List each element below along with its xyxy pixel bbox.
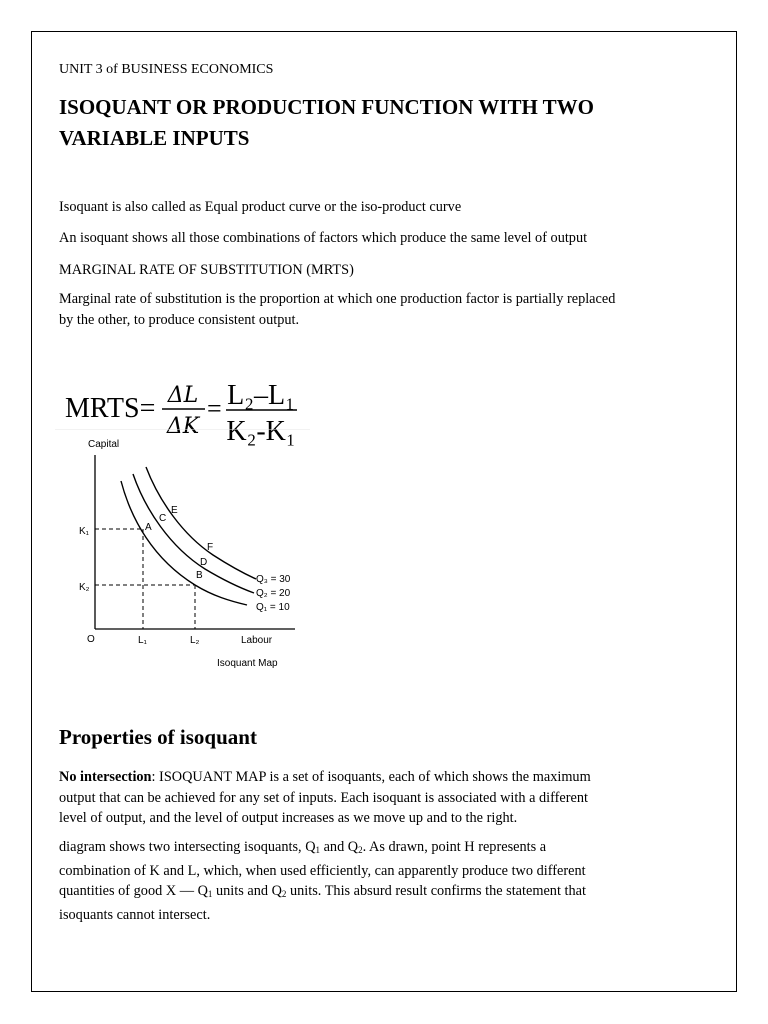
subscript: 1 [315,845,321,855]
no-intersection-line-1 [59,767,659,788]
properties-heading: Properties of isoquant [59,725,257,749]
title-line-2: VARIABLE INPUTS [59,126,250,150]
chart-xlabel: Labour [241,635,273,646]
paragraph-no-intersection [59,767,659,829]
point-f: F [207,542,214,553]
point-e: E [171,505,178,516]
point-c: C [159,513,167,524]
mrts-definition-line-1: Marginal rate of substitution is the proportion at which one production factor is partially replaced [59,291,616,307]
legend-q1: Q₁ = 10 [256,602,290,613]
intersecting-text-3b: units and Q [212,883,282,899]
paragraph-mrts-heading: MARGINAL RATE OF SUBSTITUTION (MRTS) [59,262,354,278]
paragraph-intersecting-isoquants [59,837,659,925]
formula-frac2-den: K₂-K₁ [226,416,296,446]
point-b: B [196,570,203,581]
y-tick-k2: K₂ [79,582,90,593]
paragraph-isoquant: An isoquant shows all those combinations of factors which produce the same level of output [59,230,588,246]
formula-frac2-num: L₂–L₁ [227,380,295,411]
intersecting-text-1b: and Q [320,839,359,855]
isoquant-q1 [121,481,247,605]
intersecting-line-1 [59,837,659,861]
intersecting-line-2: combination of K and L, which, when used efficiently, can apparently produce two different [59,862,586,879]
no-intersection-text: : ISOQUANT MAP is a set of isoquants, each of which shows the maximum [151,769,591,785]
no-intersection-line-2: output that can be achieved for any set of inputs. Each isoquant is associated with a different [59,789,588,806]
intersecting-text-3c: units. This absurd result confirms the statement that [286,883,586,899]
no-intersection-line-3: level of output, and the level of output increases as we move up and to the right. [59,810,518,826]
intersecting-line-4: isoquants cannot intersect. [59,906,211,923]
isoquant-map-chart [55,429,315,674]
legend-q3: Q₃ = 30 [256,574,291,585]
point-d: D [200,557,208,568]
mrts-definition-line-2: by the other, to produce consistent output. [59,311,300,328]
intersecting-line-3 [59,881,659,905]
paragraph-mrts-definition [59,289,659,330]
no-intersection-label: No intersection [59,769,152,785]
subscript: 1 [207,889,213,899]
unit-line: UNIT 3 of BUSINESS ECONOMICS [59,62,274,77]
x-tick-l2: L₂ [190,635,200,646]
origin-label: O [87,634,95,645]
formula-frac1-den: ΔK [166,414,200,439]
y-tick-k1: K₁ [79,526,90,537]
isoquant-q2 [133,474,254,593]
chart-caption: Isoquant Map [217,658,278,669]
formula-frac1-num: ΔL [167,383,199,408]
x-tick-l1: L₁ [138,635,147,646]
intersecting-text-1c: . As drawn, point H represents a [362,839,547,855]
intersecting-text-1a: diagram shows two intersecting isoquants, Q [59,839,316,855]
point-a: A [145,522,152,533]
intersecting-text-3a: quantities of good X — Q [59,883,208,899]
paragraph-definition: Isoquant is also called as Equal product curve or the iso-product curve [59,199,462,215]
formula-equals: = [207,394,222,423]
page-title [59,92,659,154]
chart-ylabel: Capital [88,439,120,450]
title-line-1: ISOQUANT OR PRODUCTION FUNCTION WITH TWO [59,95,594,119]
subscript: 2 [358,845,363,855]
subscript: 2 [281,889,287,899]
formula-lhs: MRTS= [65,393,156,424]
legend-q2: Q₂ = 20 [256,588,291,599]
